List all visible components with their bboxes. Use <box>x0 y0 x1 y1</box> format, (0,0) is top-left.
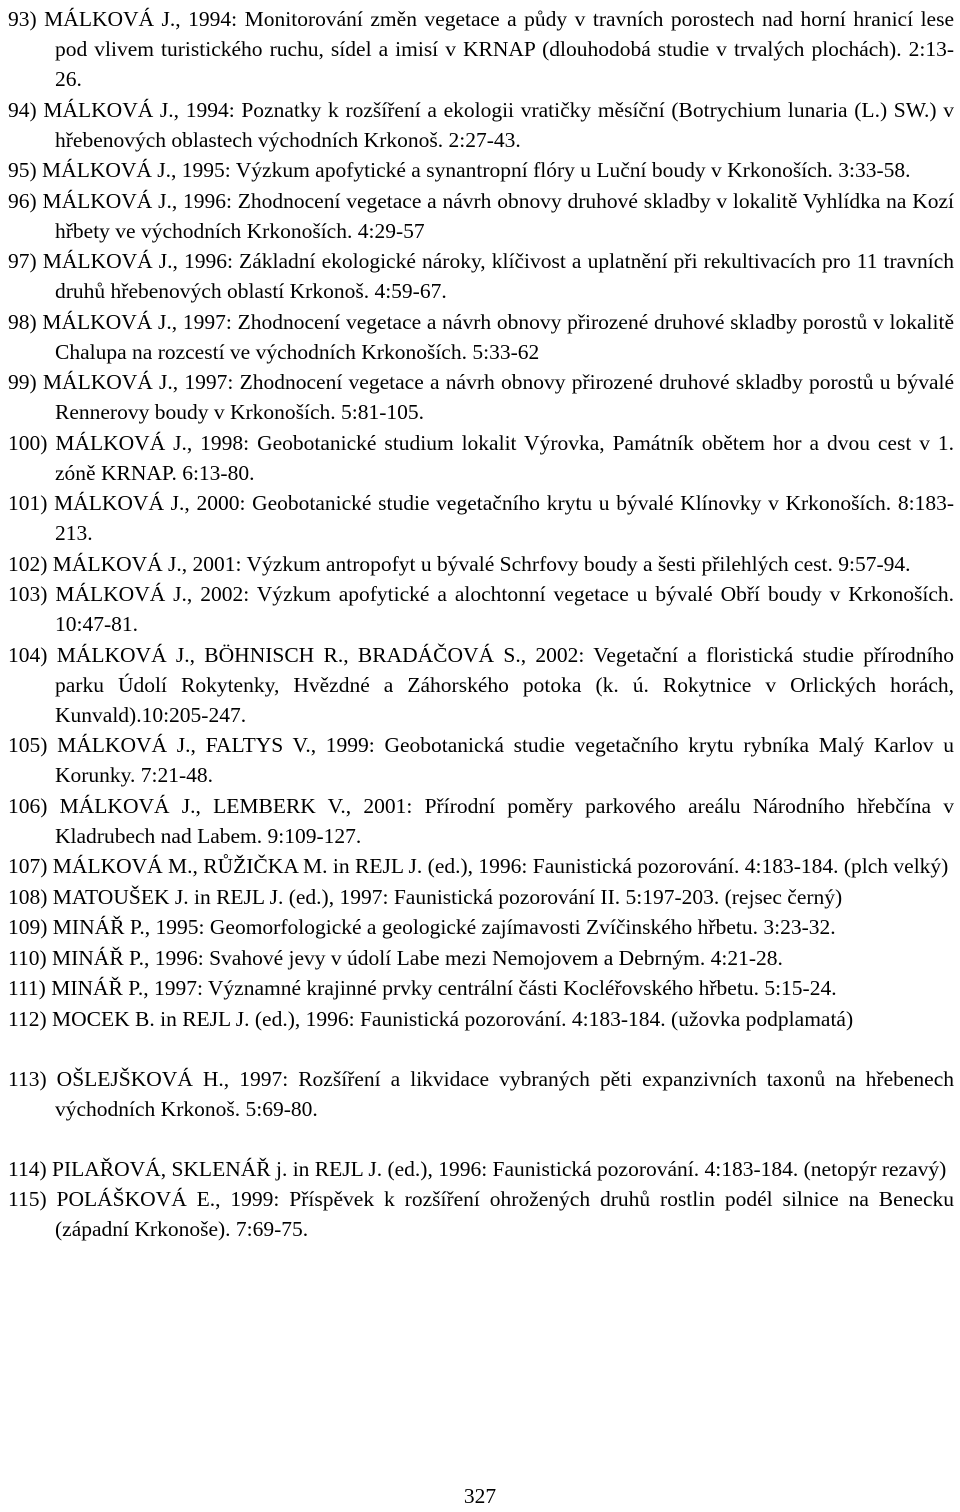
reference-text: PILAŘOVÁ, SKLENÁŘ j. in REJL J. (ed.), 1996: Faunistická pozorování. 4:183-184. (netopýr rezavý) <box>52 1156 947 1181</box>
reference-entry <box>8 579 954 639</box>
reference-entry <box>8 488 954 548</box>
reference-text: MÁLKOVÁ J., 1995: Výzkum apofytické a synantropní flóry u Luční boudy v Krkonoších. 3:33-58. <box>42 158 911 182</box>
reference-text: MATOUŠEK J. in REJL J. (ed.), 1997: Faunistická pozorování II. 5:197-203. (rejsec černý) <box>52 884 843 909</box>
reference-number: 105) <box>8 733 48 757</box>
reference-text: MÁLKOVÁ J., BÖHNISCH R., BRADÁČOVÁ S., 2002: Vegetační a floristická studie přírodního parku Údolí Rokytenky, Hvězdné a Záhorského potoka (k. ú. Rokytnice v Orlických horách, Kunvald).10:205-247. <box>55 642 955 727</box>
reference-entry <box>8 1154 954 1184</box>
reference-number: 98) <box>8 309 37 334</box>
reference-text: MÁLKOVÁ J., 2001: Výzkum antropofyt u bývalé Schrfovy boudy a šesti přilehlých cest. 9:57-94. <box>52 551 911 576</box>
reference-entry <box>8 640 954 730</box>
reference-entry <box>8 912 954 942</box>
reference-text: MÁLKOVÁ J., 1994: Poznatky k rozšíření a ekologii vratičky měsíční (Botrychium lunaria (L.) SW.) v hřebenových oblastech východních Krkonoš. 2:27-43. <box>43 97 955 152</box>
reference-text: MÁLKOVÁ J., 1996: Zhodnocení vegetace a návrh obnovy druhové skladby v lokalitě Vyhlídka na Kozí hřbety ve východních Krkonoších. 4:29-57 <box>42 188 955 243</box>
reference-entry <box>8 882 954 912</box>
reference-text: MÁLKOVÁ J., 1997: Zhodnocení vegetace a návrh obnovy přirozené druhové skladby porostů u bývalé Rennerovy boudy v Krkonoších. 5:81-105. <box>42 370 954 424</box>
reference-number: 103) <box>8 582 48 606</box>
reference-text: MÁLKOVÁ J., 1996: Základní ekologické nároky, klíčivost a uplatnění při rekultivacích pro 11 travních druhů hřebenových oblastí Krkonoš. 4:59-67. <box>42 249 954 303</box>
reference-text: MOCEK B. in REJL J. (ed.), 1996: Faunistická pozorování. 4:183-184. (užovka podplamatá) <box>52 1006 854 1031</box>
reference-text: OŠLEJŠKOVÁ H., 1997: Rozšíření a likvidace vybraných pěti expanzivních taxonů na hřebenech východních Krkonoš. 5:69-80. <box>55 1066 954 1121</box>
reference-entry <box>8 1064 954 1124</box>
reference-text: MINÁŘ P., 1997: Významné krajinné prvky centrální části Kocléřovského hřbetu. 5:15-24. <box>51 976 837 1000</box>
reference-text: MÁLKOVÁ M., RŮŽIČKA M. in REJL J. (ed.), 1996: Faunistická pozorování. 4:183-184. (plch velký) <box>52 854 949 878</box>
reference-number: 94) <box>8 97 37 122</box>
reference-text: MINÁŘ P., 1995: Geomorfologické a geologické zajímavosti Zvíčinského hřbetu. 3:23-32. <box>52 915 836 939</box>
reference-number: 111) <box>8 976 46 1000</box>
reference-entry <box>8 4 954 94</box>
reference-entry <box>8 730 954 790</box>
reference-text: MÁLKOVÁ J., LEMBERK V., 2001: Přírodní poměry parkového areálu Národního hřebčína v Kladrubech nad Labem. 9:109-127. <box>55 793 955 848</box>
reference-number: 96) <box>8 188 37 213</box>
reference-entry <box>8 307 954 367</box>
reference-entry <box>8 973 954 1003</box>
reference-entry <box>8 1004 954 1034</box>
reference-number: 99) <box>8 370 37 394</box>
page-number: 327 <box>463 1484 497 1508</box>
reference-entry <box>8 186 954 246</box>
reference-entry <box>8 428 954 488</box>
reference-number: 101) <box>8 491 48 515</box>
reference-number: 107) <box>8 854 48 878</box>
reference-number: 97) <box>8 249 37 273</box>
reference-number: 114) <box>8 1156 47 1181</box>
reference-number: 95) <box>8 158 37 182</box>
reference-entry <box>8 246 954 306</box>
reference-text: POLÁŠKOVÁ E., 1999: Příspěvek k rozšíření ohrožených druhů rostlin podél silnice na Benecku (západní Krkonoše). 7:69-75. <box>55 1187 954 1241</box>
reference-entry <box>8 155 954 185</box>
reference-number: 108) <box>8 884 48 909</box>
reference-number: 93) <box>8 7 37 31</box>
reference-text: MÁLKOVÁ J., 2002: Výzkum apofytické a alochtonní vegetace u bývalé Obří boudy v Krkonoších. 10:47-81. <box>55 582 954 636</box>
reference-number: 113) <box>8 1066 47 1091</box>
reference-number: 100) <box>8 430 48 455</box>
reference-text: MINÁŘ P., 1996: Svahové jevy v údolí Labe mezi Nemojovem a Debrným. 4:21-28. <box>52 945 783 970</box>
reference-entry <box>8 549 954 579</box>
reference-text: MÁLKOVÁ J., FALTYS V., 1999: Geobotanická studie vegetačního krytu rybníka Malý Karlov u Korunky. 7:21-48. <box>55 733 954 787</box>
reference-number: 102) <box>8 551 48 576</box>
reference-list <box>8 4 954 1245</box>
reference-entry <box>8 851 954 881</box>
reference-number: 109) <box>8 915 48 939</box>
reference-text: MÁLKOVÁ J., 2000: Geobotanické studie vegetačního krytu u bývalé Klínovky v Krkonoších. 8:183-213. <box>54 491 954 545</box>
reference-number: 110) <box>8 945 47 970</box>
reference-entry <box>8 791 954 851</box>
reference-entry <box>8 1184 954 1244</box>
reference-text: MÁLKOVÁ J., 1998: Geobotanické studium lokalit Výrovka, Památník obětem hor a dvou cest v 1. zóně KRNAP. 6:13-80. <box>55 430 954 485</box>
reference-number: 115) <box>8 1187 47 1211</box>
reference-number: 106) <box>8 793 48 818</box>
reference-entry <box>8 95 954 155</box>
reference-text: MÁLKOVÁ J., 1997: Zhodnocení vegetace a návrh obnovy přirozené druhové skladby porostů v lokalitě Chalupa na rozcestí ve východních Krkonoších. 5:33-62 <box>42 309 954 364</box>
reference-text: MÁLKOVÁ J., 1994: Monitorování změn vegetace a půdy v travních porostech nad horní hranicí lese pod vlivem turistického ruchu, sídel a imisí v KRNAP (dlouhodobá studie v trvalých plochách). 2:13-26. <box>44 7 954 91</box>
reference-number: 104) <box>8 642 48 667</box>
reference-number: 112) <box>8 1006 47 1031</box>
reference-entry <box>8 367 954 427</box>
reference-entry <box>8 943 954 973</box>
